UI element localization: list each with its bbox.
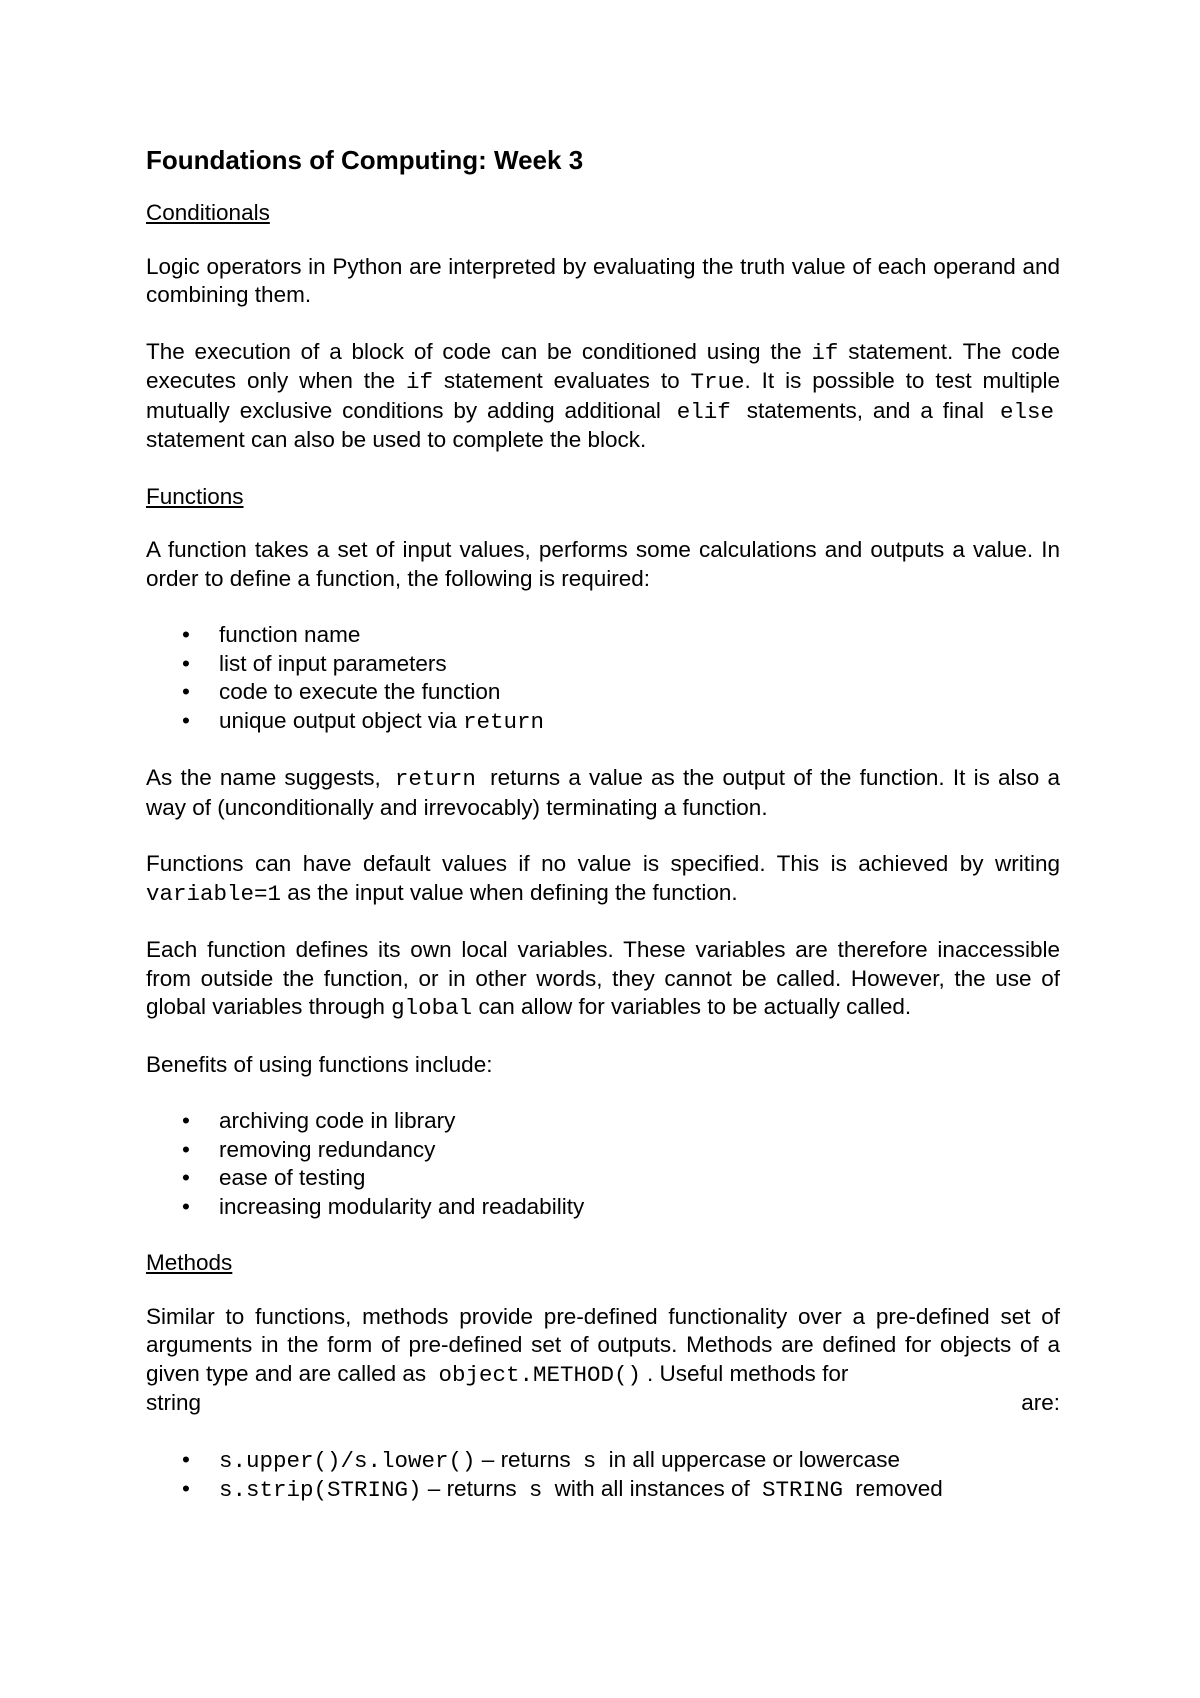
bullet-icon: • [182,650,190,676]
paragraph-local-variables: Each function defines its own local variables. These variables are therefore inaccessible from outside the function, or in other words, they cannot be called. However, the use of global variables through global can allow for variables to be actually called. [146,937,1060,1021]
bullet-icon: • [182,1476,190,1501]
code-if: if [811,339,839,366]
methods-list [146,1446,1060,1505]
list-item: • function name [146,621,1060,650]
code-global: global [391,995,473,1021]
paragraph-default-values: Functions can have default values if no value is specified. This is achieved by writing variable=1 as the input value when defining the function. [146,851,1060,907]
section-heading-functions: Functions [146,483,244,509]
code-string: STRING [761,1477,843,1503]
paragraph-if-statement: The execution of a block of code can be conditioned using the if statement. The code executes only when the if statement evaluates to True. It is possible to test multiple mutually exclusive conditions by adding additional elif statements, and a final else statement can also be used to complete the block. [146,338,1061,452]
code-else: else [999,398,1054,425]
code-if: if [406,369,434,395]
code-s: s [528,1477,543,1503]
bullet-icon: • [182,1446,190,1472]
benefits-list [146,1107,1060,1221]
bullet-icon: • [182,1165,190,1190]
list-item: • removing redundancy [146,1136,1060,1165]
paragraph-return: As the name suggests, return returns a value as the output of the function. It is also a way of (unconditionally and irrevocably) terminating a function. [146,765,1060,820]
code-variable-default: variable=1 [146,880,282,907]
code-return: return [394,766,476,792]
paragraph-logic-operators: Logic operators in Python are interpreted by evaluating the truth value of each operand and combining them. [146,253,1060,307]
code-elif: elif [676,398,731,425]
bullet-icon: • [182,1136,190,1162]
section-heading-conditionals: Conditionals [146,200,270,225]
required-list [146,621,1060,736]
list-item: • s.strip(STRING) – returns s with all instances of STRING removed [182,1476,943,1503]
bullet-icon: • [182,622,190,647]
code-object-method: object.METHOD() [438,1361,641,1388]
page-title: Foundations of Computing: Week 3 [146,145,584,175]
list-item: • s.upper()/s.lower() – returns s in all uppercase or lowercase [182,1446,901,1474]
bullet-icon: • [182,707,190,733]
bullet-icon: • [182,1193,190,1219]
bullet-icon: • [182,1108,190,1133]
code-true: True [690,369,745,395]
paragraph-methods: Similar to functions, methods provide pre-defined functionality over a pre-defined set of arguments in the form of pre-defined set of outputs. Methods are defined for objects of a given type and are called as object.METHOD() . Useful methods for [146,1303,1060,1388]
code-s: s [582,1447,597,1474]
section-heading-methods: Methods [146,1250,233,1275]
list-item: • ease of testing [146,1164,1060,1193]
document-page [146,144,1060,1533]
code-return: return [462,708,544,735]
code-strip: s.strip(STRING) [219,1477,422,1503]
code-upper-lower: s.upper()/s.lower() [219,1447,476,1474]
list-item: • archiving code in library [146,1107,1060,1136]
paragraph-benefits-intro: Benefits of using functions include: [146,1051,493,1077]
list-item: • increasing modularity and readability [146,1193,1060,1222]
list-item: • unique output object via return [182,707,544,735]
list-item: • code to execute the function [146,678,1060,707]
list-item: • list of input parameters [146,650,1060,679]
paragraph-function-definition: A function takes a set of input values, performs some calculations and outputs a value. In order to define a function, the following is required: [146,537,1060,591]
bullet-icon: • [182,679,190,704]
paragraph-methods-last-line: string are: [146,1390,1060,1415]
